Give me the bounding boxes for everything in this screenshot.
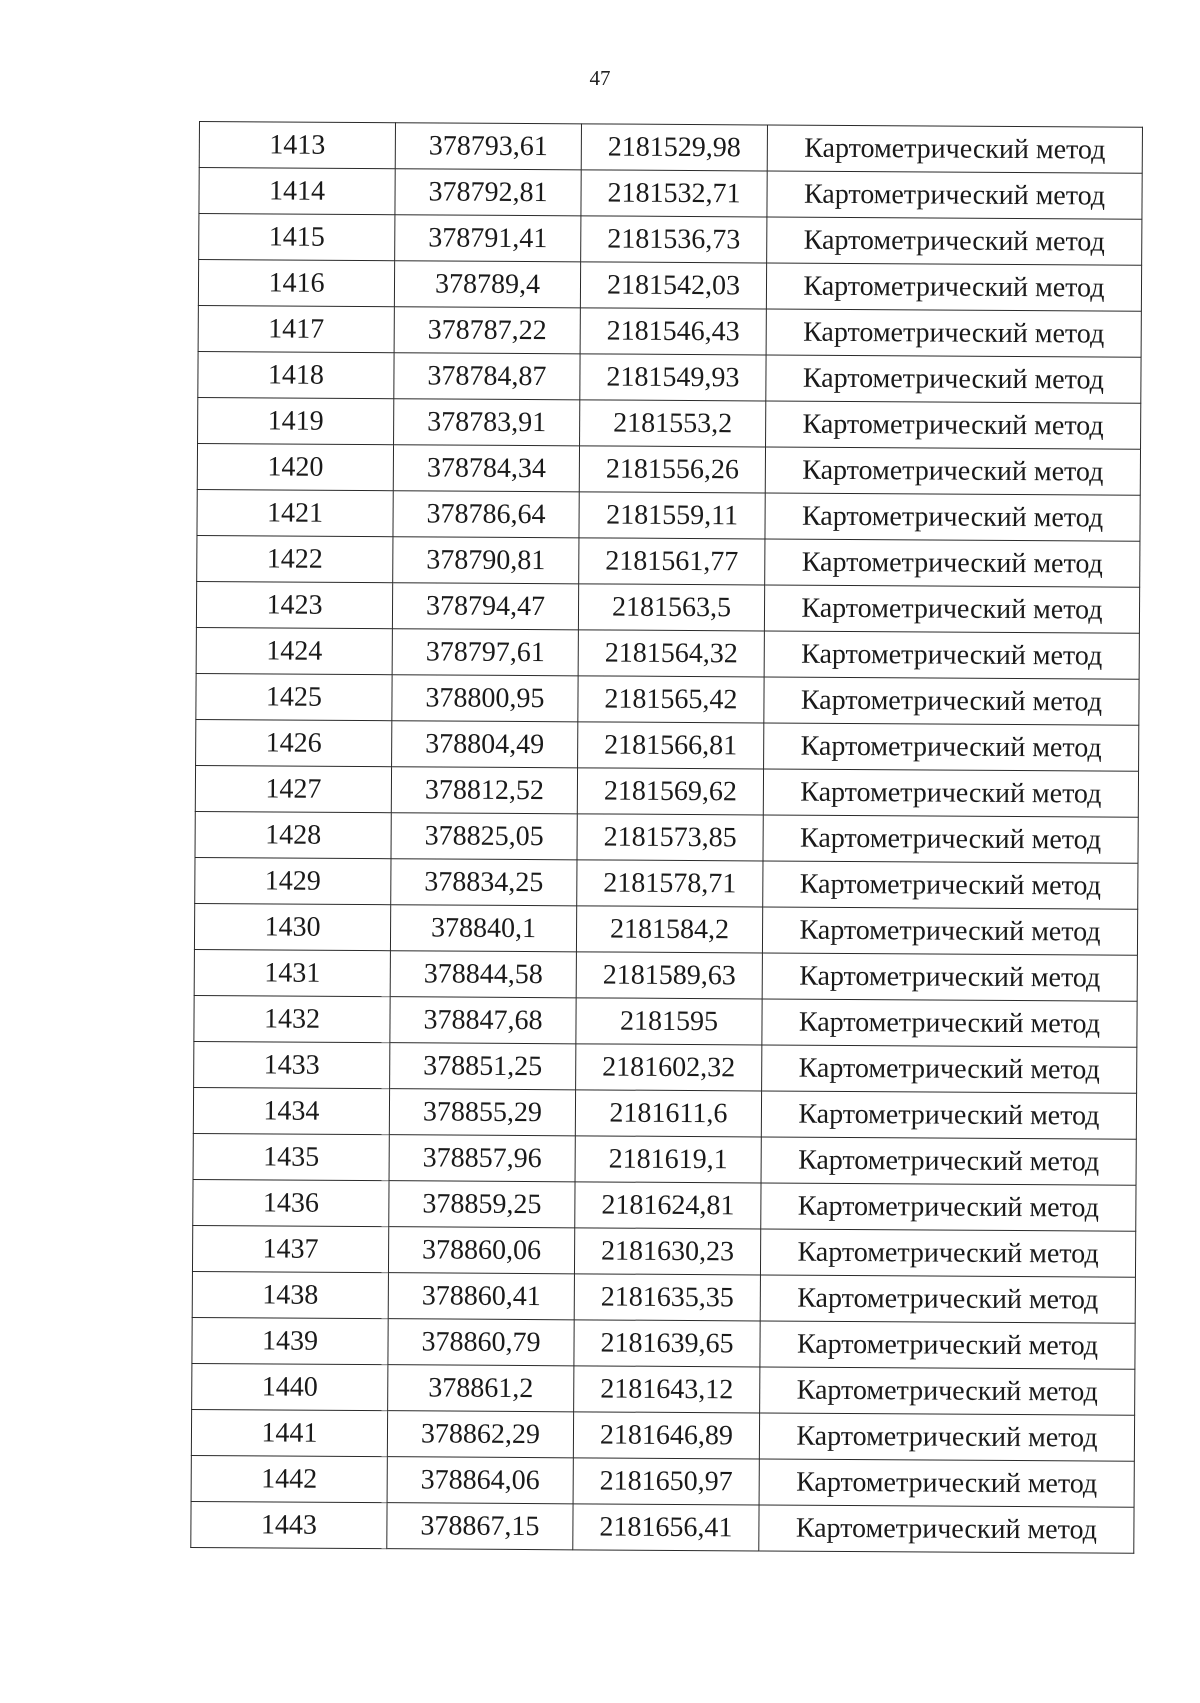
table-row: [197, 443, 1140, 495]
table-row: [193, 1087, 1136, 1139]
table-row: [195, 765, 1138, 817]
point-number-cell: 1439: [192, 1317, 388, 1364]
x-coordinate-cell: 378855,29: [389, 1089, 575, 1136]
coordinates-table: [190, 121, 1143, 1554]
x-coordinate-cell: 378790,81: [393, 537, 579, 584]
method-cell: Картометрический метод: [759, 1505, 1134, 1553]
table-row: [197, 535, 1140, 587]
table-row: [191, 1455, 1134, 1507]
method-cell: Картометрический метод: [761, 1091, 1136, 1139]
table-row: [195, 811, 1138, 863]
point-number-cell: 1425: [196, 673, 392, 720]
method-cell: Картометрический метод: [763, 769, 1138, 817]
method-cell: Картометрический метод: [762, 907, 1137, 955]
x-coordinate-cell: 378861,2: [388, 1365, 574, 1412]
method-cell: Картометрический метод: [767, 217, 1142, 265]
point-number-cell: 1419: [198, 397, 394, 444]
point-number-cell: 1413: [199, 122, 395, 169]
table-row: [194, 949, 1137, 1001]
method-cell: Картометрический метод: [762, 999, 1137, 1047]
point-number-cell: 1424: [196, 627, 392, 674]
method-cell: Картометрический метод: [762, 1045, 1137, 1093]
method-cell: Картометрический метод: [766, 355, 1141, 403]
point-number-cell: 1434: [193, 1087, 389, 1134]
point-number-cell: 1417: [198, 305, 394, 352]
method-cell: Картометрический метод: [766, 309, 1141, 357]
y-coordinate-cell: 2181635,35: [574, 1274, 760, 1321]
table-row: [195, 857, 1138, 909]
point-number-cell: 1433: [194, 1041, 390, 1088]
method-cell: Картометрический метод: [760, 1321, 1135, 1369]
method-cell: Картометрический метод: [760, 1275, 1135, 1323]
table-row: [192, 1363, 1135, 1415]
x-coordinate-cell: 378784,87: [394, 353, 580, 400]
point-number-cell: 1420: [197, 443, 393, 490]
point-number-cell: 1421: [197, 489, 393, 536]
table-row: [196, 719, 1139, 771]
y-coordinate-cell: 2181536,73: [581, 216, 767, 263]
point-number-cell: 1426: [196, 719, 392, 766]
table-row: [191, 1409, 1134, 1461]
x-coordinate-cell: 378860,79: [388, 1319, 574, 1366]
table-row: [199, 122, 1142, 174]
y-coordinate-cell: 2181549,93: [580, 354, 766, 401]
x-coordinate-cell: 378840,1: [390, 905, 576, 952]
method-cell: Картометрический метод: [764, 677, 1139, 725]
y-coordinate-cell: 2181639,65: [574, 1320, 760, 1367]
table-row: [196, 581, 1139, 633]
x-coordinate-cell: 378834,25: [391, 859, 577, 906]
x-coordinate-cell: 378783,91: [394, 399, 580, 446]
method-cell: Картометрический метод: [766, 263, 1141, 311]
table-row: [193, 1133, 1136, 1185]
y-coordinate-cell: 2181630,23: [574, 1228, 760, 1275]
x-coordinate-cell: 378862,29: [387, 1411, 573, 1458]
x-coordinate-cell: 378860,41: [388, 1273, 574, 1320]
table-row: [198, 397, 1141, 449]
method-cell: Картометрический метод: [767, 125, 1142, 173]
y-coordinate-cell: 2181542,03: [580, 262, 766, 309]
point-number-cell: 1432: [194, 995, 390, 1042]
x-coordinate-cell: 378860,06: [388, 1227, 574, 1274]
y-coordinate-cell: 2181619,1: [575, 1136, 761, 1183]
method-cell: Картометрический метод: [760, 1367, 1135, 1415]
point-number-cell: 1429: [195, 857, 391, 904]
method-cell: Картометрический метод: [764, 723, 1139, 771]
point-number-cell: 1427: [195, 765, 391, 812]
y-coordinate-cell: 2181566,81: [578, 722, 764, 769]
x-coordinate-cell: 378784,34: [393, 445, 579, 492]
method-cell: Картометрический метод: [764, 631, 1139, 679]
method-cell: Картометрический метод: [765, 447, 1140, 495]
method-cell: Картометрический метод: [765, 493, 1140, 541]
x-coordinate-cell: 378787,22: [394, 307, 580, 354]
x-coordinate-cell: 378792,81: [395, 169, 581, 216]
y-coordinate-cell: 2181561,77: [579, 538, 765, 585]
y-coordinate-cell: 2181656,41: [573, 1504, 759, 1551]
table-row: [192, 1271, 1135, 1323]
y-coordinate-cell: 2181564,32: [578, 630, 764, 677]
point-number-cell: 1430: [194, 903, 390, 950]
y-coordinate-cell: 2181611,6: [575, 1090, 761, 1137]
x-coordinate-cell: 378857,96: [389, 1135, 575, 1182]
coordinates-table-wrapper: [190, 121, 1143, 1554]
table-row: [199, 214, 1142, 266]
point-number-cell: 1442: [191, 1455, 387, 1502]
method-cell: Картометрический метод: [762, 953, 1137, 1001]
point-number-cell: 1422: [197, 535, 393, 582]
page-number: 47: [589, 66, 611, 90]
method-cell: Картометрический метод: [763, 861, 1138, 909]
point-number-cell: 1441: [191, 1409, 387, 1456]
x-coordinate-cell: 378812,52: [391, 767, 577, 814]
y-coordinate-cell: 2181556,26: [579, 446, 765, 493]
x-coordinate-cell: 378847,68: [390, 997, 576, 1044]
table-row: [192, 1317, 1135, 1369]
x-coordinate-cell: 378867,15: [387, 1503, 573, 1550]
y-coordinate-cell: 2181584,2: [576, 906, 762, 953]
point-number-cell: 1436: [193, 1179, 389, 1226]
y-coordinate-cell: 2181573,85: [577, 814, 763, 861]
point-number-cell: 1416: [198, 260, 394, 307]
y-coordinate-cell: 2181624,81: [575, 1182, 761, 1229]
x-coordinate-cell: 378791,41: [395, 215, 581, 262]
method-cell: Картометрический метод: [766, 401, 1141, 449]
method-cell: Картометрический метод: [764, 585, 1139, 633]
point-number-cell: 1418: [198, 351, 394, 398]
y-coordinate-cell: 2181532,71: [581, 170, 767, 217]
y-coordinate-cell: 2181553,2: [580, 400, 766, 447]
point-number-cell: 1415: [199, 214, 395, 261]
table-row: [198, 305, 1141, 357]
table-row: [196, 627, 1139, 679]
table-row: [194, 903, 1137, 955]
x-coordinate-cell: 378797,61: [392, 629, 578, 676]
table-row: [198, 351, 1141, 403]
y-coordinate-cell: 2181578,71: [577, 860, 763, 907]
y-coordinate-cell: 2181546,43: [580, 308, 766, 355]
table-row: [191, 1501, 1134, 1553]
table-row: [198, 260, 1141, 312]
y-coordinate-cell: 2181602,32: [576, 1044, 762, 1091]
table-row: [193, 1179, 1136, 1231]
method-cell: Картометрический метод: [759, 1413, 1134, 1461]
method-cell: Картометрический метод: [765, 539, 1140, 587]
x-coordinate-cell: 378793,61: [395, 123, 581, 170]
point-number-cell: 1414: [199, 168, 395, 215]
x-coordinate-cell: 378786,64: [393, 491, 579, 538]
table-row: [196, 673, 1139, 725]
table-body: [191, 122, 1143, 1554]
y-coordinate-cell: 2181565,42: [578, 676, 764, 723]
method-cell: Картометрический метод: [767, 171, 1142, 219]
point-number-cell: 1435: [193, 1133, 389, 1180]
x-coordinate-cell: 378800,95: [392, 675, 578, 722]
method-cell: Картометрический метод: [760, 1229, 1135, 1277]
point-number-cell: 1431: [194, 949, 390, 996]
x-coordinate-cell: 378789,4: [394, 261, 580, 308]
y-coordinate-cell: 2181646,89: [573, 1412, 759, 1459]
x-coordinate-cell: 378859,25: [389, 1181, 575, 1228]
table-row: [192, 1225, 1135, 1277]
method-cell: Картометрический метод: [763, 815, 1138, 863]
point-number-cell: 1437: [192, 1225, 388, 1272]
method-cell: Картометрический метод: [761, 1183, 1136, 1231]
x-coordinate-cell: 378844,58: [390, 951, 576, 998]
x-coordinate-cell: 378794,47: [392, 583, 578, 630]
y-coordinate-cell: 2181595: [576, 998, 762, 1045]
y-coordinate-cell: 2181559,11: [579, 492, 765, 539]
table-row: [194, 995, 1137, 1047]
x-coordinate-cell: 378851,25: [390, 1043, 576, 1090]
point-number-cell: 1438: [192, 1271, 388, 1318]
point-number-cell: 1443: [191, 1501, 387, 1548]
y-coordinate-cell: 2181643,12: [574, 1366, 760, 1413]
point-number-cell: 1440: [192, 1363, 388, 1410]
table-row: [194, 1041, 1137, 1093]
method-cell: Картометрический метод: [759, 1459, 1134, 1507]
x-coordinate-cell: 378864,06: [387, 1457, 573, 1504]
y-coordinate-cell: 2181589,63: [576, 952, 762, 999]
x-coordinate-cell: 378825,05: [391, 813, 577, 860]
y-coordinate-cell: 2181529,98: [581, 124, 767, 171]
method-cell: Картометрический метод: [761, 1137, 1136, 1185]
point-number-cell: 1423: [196, 581, 392, 628]
point-number-cell: 1428: [195, 811, 391, 858]
table-row: [199, 168, 1142, 220]
y-coordinate-cell: 2181563,5: [578, 584, 764, 631]
table-row: [197, 489, 1140, 541]
x-coordinate-cell: 378804,49: [392, 721, 578, 768]
y-coordinate-cell: 2181650,97: [573, 1458, 759, 1505]
y-coordinate-cell: 2181569,62: [577, 768, 763, 815]
